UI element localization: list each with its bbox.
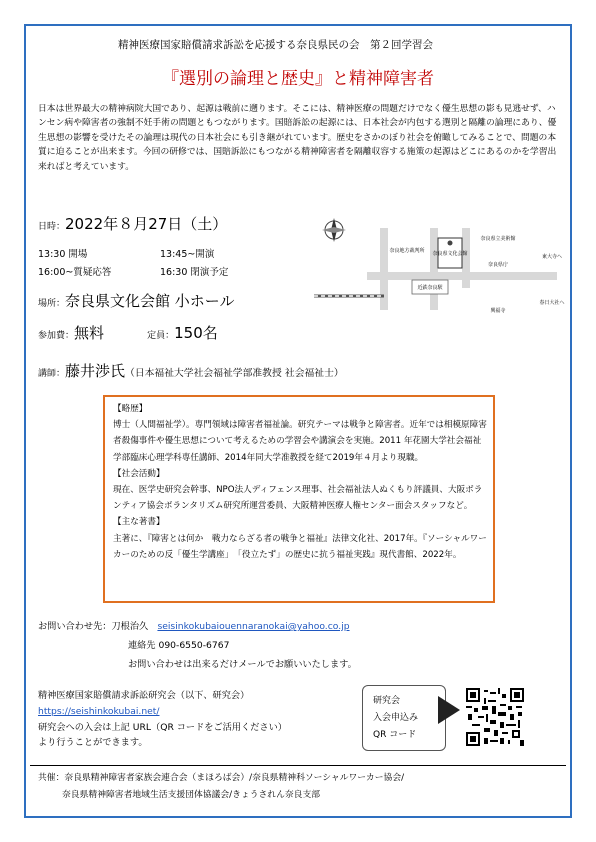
page-title: 『選別の論理と歴史』と精神障害者 <box>162 69 434 89</box>
venue-marker-icon <box>448 241 453 246</box>
lecturer-bio-box <box>103 395 495 603</box>
venue-value: 奈良県文化会館 小ホール <box>65 292 235 310</box>
fee-label: 参加費： <box>38 331 75 341</box>
venue-map <box>312 208 565 338</box>
cohost-line-2: 奈良県精神障害者地域生活支援団体協議会/きょうされん奈良支部 <box>62 790 321 800</box>
join-label-1: 研究会 <box>373 696 401 706</box>
map-hall: 奈良県文化会館 <box>432 251 468 257</box>
map-todaiji: 東大寺へ <box>541 254 563 260</box>
bio-books-text: 主著に、『障害とは何か 戦力ならざる者の戦争と福祉』法律文化社、2017年。『ソーシャルワーカーのための反「優生学講座」 「役立たず」の歴史に抗う福祉実践』現代書館、2022年。 <box>113 533 487 560</box>
bio-heading-career: 【略歴】 <box>113 404 148 414</box>
map-museum: 奈良県立美術館 <box>480 236 516 242</box>
contact-email-link[interactable]: seisinkokubaiouennaranokai@yahoo.co.jp <box>157 621 350 632</box>
study-group-block <box>38 688 287 751</box>
study-group-join-text: 研究会への入会は上記 URL（QR コードをご活用ください） <box>38 721 287 733</box>
map-station: 近鉄奈良駅 <box>417 285 443 291</box>
map-temple: 興福寺 <box>490 308 506 314</box>
contact-name: 刀根治久 <box>111 621 149 632</box>
fee-value: 無料 <box>74 324 105 342</box>
map-kasuga: 春日大社へ <box>539 300 565 306</box>
bio-heading-activities: 【社会活動】 <box>113 468 165 479</box>
contact-phone: 連絡先 090-6550-6767 <box>128 640 230 651</box>
contact-block <box>38 617 357 674</box>
lecturer-name: 藤井渉氏 <box>65 362 126 380</box>
capacity-label: 定員： <box>147 331 175 341</box>
venue-label: 場所： <box>38 299 66 309</box>
date-line <box>38 213 227 234</box>
qr-code-icon[interactable] <box>466 688 524 746</box>
contact-label: お問い合わせ先： <box>38 621 112 632</box>
north-arrow-icon <box>322 218 346 242</box>
divider <box>30 765 566 766</box>
contact-note: お問い合わせは出来るだけメールでお願いいたします。 <box>128 659 357 670</box>
capacity-value: 150名 <box>174 324 218 342</box>
arrow-right-icon <box>438 696 460 724</box>
date-label: 日時： <box>38 222 66 232</box>
intro-text: 日本は世界最大の精神病院大国であり、起源は戦前に遡ります。そこには、精神医療の問題だけでなく優生思想の影も見逃せず、ハンセン病や障害者の強制不妊手術の問題ともつながります。国賠訴訟の起源には、日本社会が内包する選別と隔離の論理にあり、優生思想の影響を受けたその論理は現代の日本社会にも引き継がれています。歴史をさかのぼり社会を俯瞰してみることで、問題の本質に迫ることが出来ます。今回の研修では、国賠訴訟にもつながる精神障害者を隔離収容する施策の起源はどこにあるのかを学習出来ればと考えています。 <box>38 104 557 172</box>
bio-career-text: 博士（人間福祉学）。専門領域は障害者福祉論。研究テーマは戦争と障害者。近年では相模原障害者殺傷事件や優生思想について考えるための学習会や講演会を実施。2011 年花園大学社会福祉学部臨床心理学科専任講師、2014年同大学准教授を経て2019年４月より現職。 <box>113 420 487 463</box>
study-group-url-link[interactable]: https://seishinkokubai.net/ <box>38 705 160 717</box>
map-office: 奈良県庁 <box>487 262 509 268</box>
lecturer-affiliation: （日本福祉大学社会福祉学部准教授 社会福祉士） <box>125 368 344 379</box>
schedule-open: 13:30 開場 <box>38 249 88 260</box>
fee-line <box>38 322 218 343</box>
cohost-line-1: 共催：奈良県精神障害者家族会連合会（まほろば会）/奈良県精神科ソーシャルワーカー協会/ <box>38 773 405 783</box>
bio-activities-text: 現在、医学史研究会幹事、NPO法人ディフェンス理事、社会福祉法人ぬくもり評議員、大阪ボランティア協会ボランタリズム研究所運営委員、大阪精神医療人権センター面会スタッフなど。 <box>113 485 483 512</box>
join-qr-label-box <box>362 685 446 751</box>
event-header: 精神医療国家賠償請求訴訟を応援する奈良県民の会 第２回学習会 <box>118 39 433 51</box>
join-label-2: 入会申込み <box>373 713 419 723</box>
lecturer-line <box>38 360 344 381</box>
date-value: 2022年８月27日（土） <box>65 215 228 233</box>
schedule-qa: 16:00~質疑応答 <box>38 267 112 278</box>
cohost-block <box>38 770 404 804</box>
schedule-start: 13:45~開演 <box>160 249 215 260</box>
study-group-join-text-2: より行うことができます。 <box>38 737 148 749</box>
study-group-name: 精神医療国家賠償請求訴訟研究会（以下、研究会） <box>38 690 250 701</box>
bio-heading-books: 【主な著書】 <box>113 517 165 528</box>
venue-line <box>38 290 235 311</box>
map-court: 奈良地方裁判所 <box>389 248 425 254</box>
join-label-3: QR コード <box>373 730 417 740</box>
schedule-end: 16:30 閉演予定 <box>160 267 229 278</box>
lecturer-label: 講師： <box>38 369 66 379</box>
